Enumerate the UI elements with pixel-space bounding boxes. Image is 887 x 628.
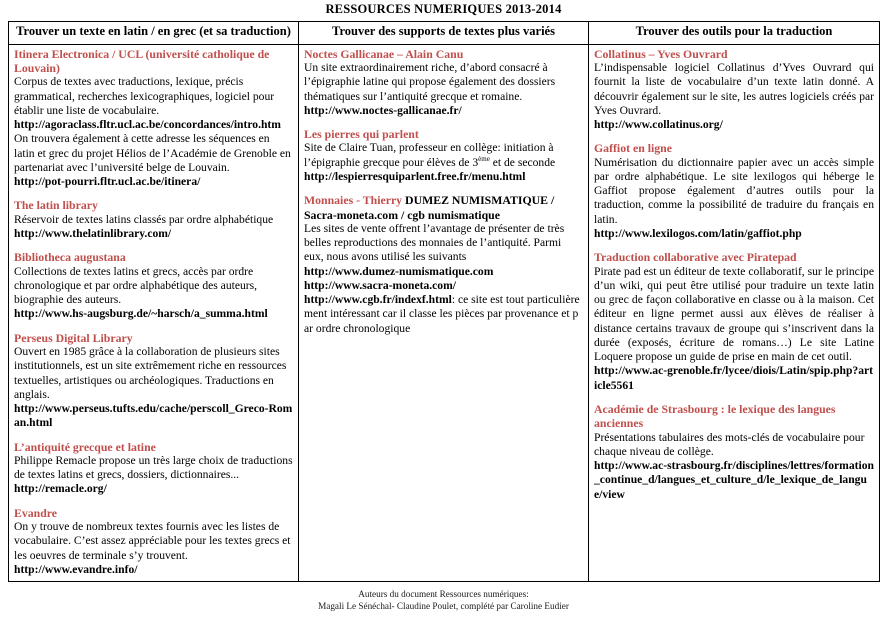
entry-title: Itinera Electronica / UCL (université catholique de Louvain) xyxy=(14,46,270,76)
entry-gaffiot-en-ligne xyxy=(594,141,874,241)
entry-description: Philippe Remacle propose un très large choix de traductions de textes latins et grecs, dossiers, dictionnaires... xyxy=(14,453,293,482)
column-header-find-supports: Trouver des supports de textes plus variés xyxy=(299,22,589,45)
entry-url[interactable]: http://www.evandre.info/ xyxy=(14,562,138,576)
entry-title-dark-part: DUMEZ NUMISMATIQUE / Sacra-moneta.com / cgb numismatique xyxy=(304,193,555,222)
entry-url[interactable]: http://www.hs-augsburg.de/~harsch/a_summa.html xyxy=(14,307,268,321)
entry-description-superscript: ème xyxy=(478,154,490,163)
entry-title: Bibliotheca augustana xyxy=(14,250,126,265)
entry-description-pre: Site de Claire Tuan, professeur en collège: initiation à l’épigraphie grecque pour élèves de 3 xyxy=(304,141,554,169)
entry-collatinus xyxy=(594,47,874,133)
footer-line-authors-label: Auteurs du document Ressources numériques: xyxy=(358,589,529,600)
entry-traduction-collaborative-piratepad xyxy=(594,250,874,393)
column-cell-find-text xyxy=(9,44,299,581)
footer-line-authors-names: Magali Le Sénéchal- Claudine Poulet, complété par Caroline Eudier xyxy=(318,601,569,612)
entry-url[interactable]: http://www.ac-strasbourg.fr/disciplines/lettres/formation_continue_d/langues_et_culture_d/le_lexique_de_langue/view xyxy=(594,459,874,501)
entry-title: Evandre xyxy=(14,505,58,520)
entry-description-secondary: On trouvera également à cette adresse les séquences en latin et grec du projet Hélios de l’Académie de Grenoble en partenariat avec l’université belge de Louvain. xyxy=(14,132,291,174)
entry-title xyxy=(304,193,583,222)
entry-title: Traduction collaborative avec Piratepad xyxy=(594,250,797,265)
entry-url[interactable]: http://www.ac-grenoble.fr/lycee/diois/Latin/spip.php?article5561 xyxy=(594,364,874,392)
column-cell-find-supports xyxy=(299,44,589,581)
entry-title: The latin library xyxy=(14,198,98,213)
table-header-row xyxy=(9,22,880,45)
document-footer xyxy=(8,589,879,613)
resources-table xyxy=(8,21,880,582)
entry-the-latin-library xyxy=(14,198,293,241)
document-title: RESSOURCES NUMERIQUES 2013-2014 xyxy=(325,2,562,16)
entry-description: Présentations tabulaires des mots-clés de vocabulaire pour chaque niveau de collège. xyxy=(594,430,865,458)
entry-url[interactable]: http://www.lexilogos.com/latin/gaffiot.php xyxy=(594,226,802,240)
entry-les-pierres-qui-parlent xyxy=(304,127,583,184)
entry-description: Ouvert en 1985 grâce à la collaboration de plusieurs sites institutionnels, est un site extrêmement riche en ressources textuelles, artistiques ou archéologiques. Traductions en anglais. xyxy=(14,345,287,401)
table-header xyxy=(9,22,880,45)
entry-title: Académie de Strasbourg : le lexique des langues anciennes xyxy=(594,401,836,431)
entry-perseus-digital-library xyxy=(14,331,293,431)
entry-title: Collatinus – Yves Ouvrard xyxy=(594,46,728,61)
column-cell-find-tools xyxy=(589,44,880,581)
entry-description: Numérisation du dictionnaire papier avec un accès simple par ordre alphabétique. Le site lexilogos qui héberge le Gaffiot propose également d’autres outils pour la traduction, comme la possibilité de traduire du français en latin. xyxy=(594,155,874,226)
entry-url-secondary[interactable]: http://pot-pourri.fltr.ucl.ac.be/itinera/ xyxy=(14,175,201,189)
entry-url[interactable]: http://remacle.org/ xyxy=(14,482,107,496)
entry-description: Les sites de vente offrent l’avantage de présenter de très belles reproductions des monnaies de l’antiquité. Parmi eux, nous avons utilisé les suivants xyxy=(304,221,565,264)
entry-evandre xyxy=(14,506,293,577)
entry-title: Perseus Digital Library xyxy=(14,330,133,345)
entry-description: Réservoir de textes latins classés par ordre alphabétique xyxy=(14,212,274,226)
table-row xyxy=(9,44,880,581)
entry-description: Pirate pad est un éditeur de texte collaboratif, sur le principe d’un wiki, qui peut être utilisé pour traduire un texte latin ou grec de façon collaborative en classe ou à la maison. Cet éditeur en ligne permet aussi aux élèves de réaliser à distance certains travaux de groupe qui s’inscrivent dans la durée (exposés, écriture de romans…) Le site Latine Loquere propose un guide de prise en main de cet outil. xyxy=(594,264,874,364)
table-body xyxy=(9,44,880,581)
entry-url-tertiary-note: : ce site est tout particulièrement intéressant car il classe les pièces par provenance et par ordre chronologique xyxy=(304,293,580,335)
entry-url[interactable]: http://www.collatinus.org/ xyxy=(594,118,723,132)
entry-monnaies-dumez-numismatique xyxy=(304,193,583,336)
entry-description: On y trouve de nombreux textes fournis avec les listes de vocabulaire. C’est assez appréciable pour les textes grecs et les oeuvres de terminale s’y trouvent. xyxy=(14,520,291,562)
entry-title: Les pierres qui parlent xyxy=(304,127,419,142)
entry-url[interactable]: http://www.dumez-numismatique.com xyxy=(304,264,494,278)
entry-bibliotheca-augustana xyxy=(14,250,293,321)
entry-itinera-electronica xyxy=(14,47,293,190)
entry-description: Collections de textes latins et grecs, accès par ordre chronologique et par ordre alphabétique des auteurs, biographie des auteurs. xyxy=(14,264,258,307)
entry-url[interactable]: http://www.noctes-gallicanae.fr/ xyxy=(304,103,462,117)
entry-url[interactable]: http://www.perseus.tufts.edu/cache/perscoll_Greco-Roman.html xyxy=(14,402,293,430)
entry-academie-de-strasbourg xyxy=(594,402,874,502)
entry-description: Corpus de textes avec traductions, lexique, précis grammatical, recherches lexicographiques, logiciel pour établir une liste de vocabulaire. xyxy=(14,75,275,117)
entry-title: Gaffiot en ligne xyxy=(594,141,672,156)
entry-noctes-gallicanae xyxy=(304,47,583,118)
entry-url-tertiary-link[interactable]: http://www.cgb.fr/indexf.html xyxy=(304,293,452,307)
entry-url[interactable]: http://agoraclass.fltr.ucl.ac.be/concordances/intro.htm xyxy=(14,118,281,132)
entry-description: L’indispensable logiciel Collatinus d’Yves Ouvrard qui fournit la liste de vocabulaire d’un texte latin donné. A découvrir également sur le site, les autres logiciels créés par Yves Ouvrard. xyxy=(594,61,874,117)
entry-title: L’antiquité grecque et latine xyxy=(14,439,156,454)
column-header-find-tools: Trouver des outils pour la traduction xyxy=(589,22,880,45)
entry-description-post: et de seconde xyxy=(489,155,556,169)
entry-antiquite-grecque-latine xyxy=(14,440,293,497)
entry-url[interactable]: http://lespierresquiparlent.free.fr/menu.html xyxy=(304,169,526,183)
entry-url-secondary[interactable]: http://www.sacra-moneta.com/ xyxy=(304,278,456,292)
entry-description: Un site extraordinairement riche, d’abord consacré à l’épigraphie latine qui propose également des dossiers thématiques sur l’antiquité grecque et romaine. xyxy=(304,61,556,103)
column-header-find-text: Trouver un texte en latin / en grec (et sa traduction) xyxy=(9,22,299,45)
entry-title: Noctes Gallicanae – Alain Canu xyxy=(304,46,464,61)
entry-description xyxy=(304,141,583,170)
entry-title-red-part: Monnaies - Thierry xyxy=(304,193,406,208)
entry-url[interactable]: http://www.thelatinlibrary.com/ xyxy=(14,227,172,241)
entry-url-tertiary[interactable] xyxy=(304,293,583,336)
